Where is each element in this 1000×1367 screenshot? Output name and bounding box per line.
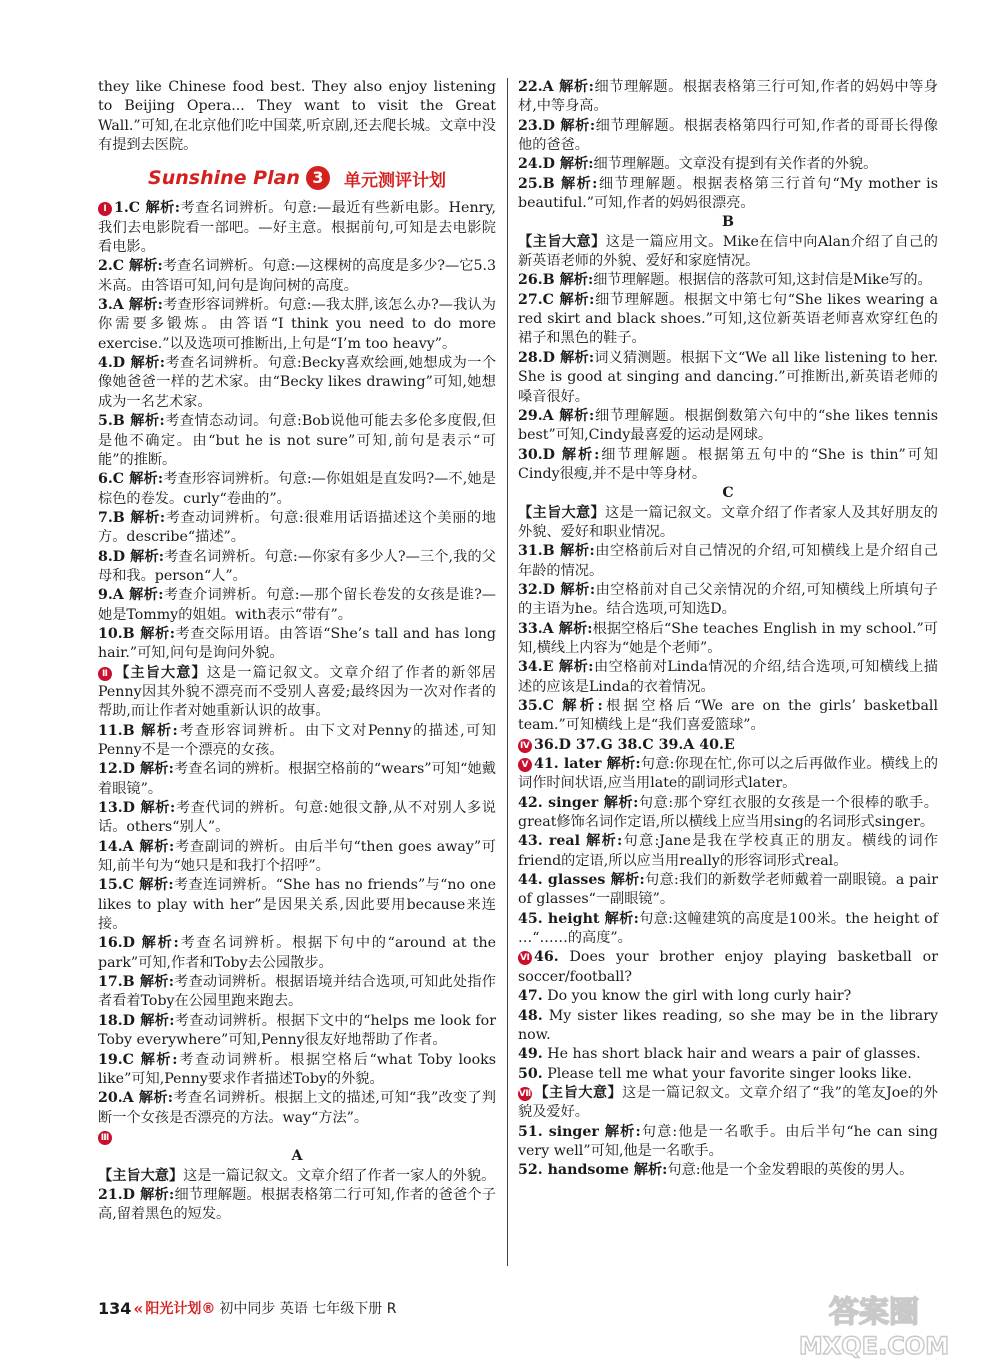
text: they like Chinese food best. They also enjoy listening to Beijing Opera... They want to visit the Great Wall.”可知,在北京他们吃中国菜,听京剧,还去爬长城。文章中没有提到去医院。 <box>98 79 496 154</box>
answer-text: 考查名词的辨析。根据空格前的“wears”可知“她戴着眼镜”。 <box>98 761 496 797</box>
answer-text: 考查动词辨析。根据下文中的“helps me look for Toby everywhere”可知,Penny很友好地帮助了作者。 <box>98 1012 496 1049</box>
answer-label: 8.D 解析: <box>98 548 165 565</box>
left-column <box>98 78 496 1225</box>
answer-text: 考查动词辨析。根据空格后“what Toby looks like”可知,Penny要求作者描述Toby的外貌。 <box>98 1051 496 1087</box>
answer-text: Does your brother enjoy playing basketball or soccer/football? <box>518 949 938 985</box>
answer-label: 34.E 解析: <box>518 659 594 676</box>
answer-label: 25.B 解析: <box>518 175 598 192</box>
answer-item <box>518 155 938 174</box>
answer-item <box>518 910 938 949</box>
answer-text: 由空格前对Linda情况的介绍,结合选项,可知横线上描述的应该是Linda的衣着情况。 <box>518 659 938 695</box>
answer-item <box>98 722 496 761</box>
answer-label: 29.A 解析: <box>518 407 595 424</box>
left-text-0 <box>98 78 496 155</box>
answer-label: 23.D 解析: <box>518 117 596 134</box>
answer-item <box>98 586 496 625</box>
section-marker-icon: Ⅰ <box>98 202 112 216</box>
section-marker-icon: Ⅳ <box>518 739 532 753</box>
answer-item <box>98 876 496 934</box>
answer-label: 4.D 解析: <box>98 355 165 372</box>
answer-item <box>518 620 938 659</box>
page-footer <box>98 1298 396 1318</box>
answer-label: 14.A 解析: <box>98 838 175 855</box>
passage-heading: C <box>722 485 734 502</box>
answer-text: 句意:这幢建筑的高度是100米。the height of …“……的高度”。 <box>518 910 938 947</box>
answer-label: 21.D 解析: <box>98 1186 175 1203</box>
answer-text: 细节理解题。根据第五句中的“She is thin”可知Cindy很瘦,并不是中等身材。 <box>518 446 938 482</box>
answer-text: 细节理解题。根据信的落款可知,这封信是Mike写的。 <box>593 272 932 289</box>
plan-title-cn: 单元测评计划 <box>343 170 446 191</box>
answer-item <box>518 117 938 156</box>
answer-label: 41. later 解析: <box>534 756 641 773</box>
answer-label: 44. glasses 解析: <box>518 872 645 889</box>
answer-item <box>518 78 938 117</box>
answer-text: 考查介词辨析。句意:—那个留长卷发的女孩是谁?—她是Tommy的姐姐。with表示“带有”。 <box>98 587 496 623</box>
answer-label: 1.C 解析: <box>114 200 180 217</box>
answer-text: 细节理解题。根据倒数第六句中的“she likes tennis best”可知,Cindy最喜爱的运动是网球。 <box>518 407 938 444</box>
watermark-bottom: MXQE.COM <box>798 1332 950 1360</box>
answer-label: 6.C 解析: <box>98 471 164 488</box>
answer-text: 由空格前对自己父亲情况的介绍,可知横线上所填句子的主语为he。结合选项,可知选D。 <box>518 581 938 618</box>
answer-item <box>518 1007 938 1046</box>
answer-item <box>98 1167 496 1186</box>
answer-label: 3.A 解析: <box>98 297 163 314</box>
answer-text: 考查名词辨析。根据上文的描述,可知“我”改变了判断一个女孩是否漂亮的方法。way“方法”。 <box>98 1090 496 1126</box>
answer-item <box>518 948 938 987</box>
answer-text: 考查连词辨析。“She has no friends”与“no one likes to play with her”是因果关系,因此要用because来连接。 <box>98 877 496 933</box>
answer-item <box>98 799 496 838</box>
answer-item <box>98 1186 496 1225</box>
section-marker-icon: Ⅴ <box>518 758 532 772</box>
answer-text: Do you know the girl with long curly hair? <box>547 988 852 1005</box>
answer-label: 11.B 解析: <box>98 722 178 739</box>
answer-text: 由空格前后对自己情况的介绍,可知横线上是介绍自己年龄的情况。 <box>518 543 938 579</box>
answer-label: 20.A 解析: <box>98 1090 173 1107</box>
answer-text: 句意:那个穿红衣服的女孩是一个很棒的歌手。great修饰名词作定语,所以横线上应当用sing的名词形式singer。 <box>518 794 938 831</box>
answer-item <box>518 1045 938 1064</box>
answer-label: 【主旨大意】 <box>518 504 605 521</box>
answer-label: 47. <box>518 988 543 1005</box>
answer-item <box>98 470 496 509</box>
answer-item <box>518 542 938 581</box>
answer-item <box>518 349 938 407</box>
answer-item <box>98 664 496 722</box>
answer-label: 【主旨大意】 <box>518 233 606 250</box>
plan-number-badge: 3 <box>306 166 330 190</box>
answer-label: 30.D 解析: <box>518 446 600 463</box>
answer-item <box>518 581 938 620</box>
answer-text: 根据空格后“She teaches English in my school.”可知,横线上内容为“她是个老师”。 <box>518 620 938 656</box>
answer-text: 考查动词辨析。句意:很难用话语描述这个美丽的地方。describe“描述”。 <box>98 509 496 546</box>
answer-label: 31.B 解析: <box>518 543 595 560</box>
answer-item <box>518 987 938 1006</box>
answer-label: 7.B 解析: <box>98 509 166 526</box>
answer-item <box>518 794 938 833</box>
answer-text: 根据空格后“We are on the girls’ basketball team.”可知横线上是“我们喜爱篮球”。 <box>518 698 938 734</box>
answer-text: He has short black hair and wears a pair of glasses. <box>547 1046 921 1063</box>
answer-item <box>518 1123 938 1162</box>
answer-item <box>518 504 938 543</box>
answer-text: 考查名词辨析。句意:—你家有多少人?—三个,我的父母和我。person“人”。 <box>98 548 496 584</box>
answer-label: 9.A 解析: <box>98 587 164 604</box>
answer-label: 42. singer 解析: <box>518 794 639 811</box>
answer-label: 5.B 解析: <box>98 413 165 430</box>
answer-label: 12.D 解析: <box>98 761 174 778</box>
answer-text: 考查情态动词。句意:Bob说他可能去多伦多度假,但是他不确定。由“but he is not sure”可知,前句是表示“可能”的推断。 <box>98 413 497 468</box>
answer-label: 50. <box>518 1065 543 1082</box>
answer-item <box>98 548 496 587</box>
answer-item <box>98 934 496 973</box>
answer-label: 32.D 解析: <box>518 581 596 598</box>
answer-item <box>98 838 496 877</box>
answer-item <box>518 871 938 910</box>
answer-item <box>518 175 938 214</box>
answer-text: 细节理解题。根据表格第三行可知,作者的妈妈中等身材,中等身高。 <box>518 79 938 115</box>
answer-label: 45. height 解析: <box>518 910 639 927</box>
answer-label: 16.D 解析: <box>98 935 179 952</box>
page-number: 134 <box>98 1298 132 1318</box>
answer-text: 36.D 37.G 38.C 39.A 40.E <box>534 736 735 753</box>
answer-text: 句意:你现在忙,你可以之后再做作业。横线上的词作时间状语,应当用late的副词形式later。 <box>518 756 939 792</box>
answer-item <box>518 291 938 349</box>
answer-text: 细节理解题。根据表格第三行首句“My mother is beautiful.”可知,作者的妈妈很漂亮。 <box>518 175 938 212</box>
chevron-left-icon: « <box>133 1298 144 1318</box>
answer-item <box>98 354 496 412</box>
answer-item <box>518 832 938 871</box>
answer-label: 35.C 解析: <box>518 698 603 714</box>
answer-text: 考查交际用语。由答语“She’s tall and has long hair.”可知,问句是询问外貌。 <box>98 625 496 662</box>
answer-item <box>518 697 938 736</box>
answer-label: 48. <box>518 1007 543 1024</box>
answer-item <box>98 412 496 470</box>
brand-name: 阳光计划® <box>145 1301 216 1317</box>
answer-item <box>98 509 496 548</box>
column-divider <box>507 78 508 1266</box>
answer-label: 33.A 解析: <box>518 620 593 637</box>
answer-text: 考查代词的辨析。句意:她很文静,从不对别人多说话。others“别人”。 <box>98 800 496 836</box>
answer-item <box>518 1084 938 1123</box>
answer-text: 考查形容词辨析。由下文对Penny的描述,可知Penny不是一个漂亮的女孩。 <box>98 722 496 758</box>
answer-label: 22.A 解析: <box>518 79 594 95</box>
answer-label: 13.D 解析: <box>98 800 176 817</box>
answer-item <box>518 755 938 794</box>
section-marker-icon: Ⅶ <box>518 1088 532 1099</box>
answer-item <box>98 1089 496 1128</box>
answer-text: 考查形容词辨析。句意:—你姐姐是直发吗?—不,她是棕色的卷发。curly“卷曲的”。 <box>98 471 496 507</box>
answer-text: My sister likes reading, so she may be in the library now. <box>518 1007 938 1043</box>
answer-text: 考查名词辨析。句意:—最近有些新电影。Henry,我们去电影院看一部吧。—好主意。根据前句,可知是去电影院看电影。 <box>98 200 496 256</box>
answer-label: 【主旨大意】 <box>114 664 207 681</box>
answer-label: 51. singer 解析: <box>518 1123 641 1140</box>
answer-text: 这是一篇记叙文。文章介绍了作者家人及其好朋友的外貌、爱好和职业情况。 <box>518 504 938 540</box>
answer-label: 46. <box>534 949 559 966</box>
answer-item <box>518 658 938 697</box>
answer-label: 10.B 解析: <box>98 625 175 642</box>
book-title: 初中同步 英语 七年级下册 R <box>219 1301 397 1317</box>
answer-item <box>98 296 496 354</box>
answer-label: 24.D 解析: <box>518 156 594 173</box>
answer-item <box>518 446 938 485</box>
answer-item <box>518 736 938 755</box>
answer-text: 考查名词辨析。句意:—这棵树的高度是多少?—它5.3米高。由答语可知,问句是询问树的高度。 <box>98 258 497 294</box>
answer-label: 27.C 解析: <box>518 291 595 308</box>
answer-label: 19.C 解析: <box>98 1051 178 1068</box>
answer-text: 句意:我们的新数学老师戴着一副眼镜。a pair of glasses“一副眼镜”。 <box>518 872 938 908</box>
answer-text: 这是一篇应用文。Mike在信中向Alan介绍了自己的新英语老师的外貌、爱好和家庭情况。 <box>518 233 938 270</box>
passage-heading: A <box>291 1148 303 1165</box>
section-marker-icon: Ⅵ <box>518 951 532 965</box>
sunshine-plan-heading <box>98 161 496 195</box>
answer-text: 考查形容词辨析。句意:—我太胖,该怎么办?—我认为你需要多锻炼。由答语“I think you need to do more exercise.”以及选项可推断出,上句是“I’m too heavy”。 <box>98 297 496 352</box>
answer-item <box>98 760 496 799</box>
answer-label: 28.D 解析: <box>518 349 595 366</box>
answer-label: 17.B 解析: <box>98 974 174 991</box>
answer-item <box>98 1051 496 1090</box>
answer-text: 句意:他是一名歌手。由后半句“he can sing very well”可知,他是一名歌手。 <box>518 1123 938 1159</box>
answer-text: 考查副词的辨析。由后半句“then goes away”可知,前半句为“她只是和我打个招呼”。 <box>98 838 496 875</box>
answer-label: 15.C 解析: <box>98 877 174 894</box>
answer-label: 52. handsome 解析: <box>518 1162 668 1179</box>
answer-label: 18.D 解析: <box>98 1012 175 1029</box>
answer-text: 这是一篇记叙文。文章介绍了作者一家人的外貌。 <box>183 1167 496 1184</box>
answer-text: 细节理解题。根据文中第七句“She likes wearing a red skirt and black shoes.”可知,这位新英语老师喜欢穿红色的裙子和黑色的鞋子。 <box>518 291 939 347</box>
answer-text: 词义猜测题。根据下文“We all like listening to her. She is good at singing and dancing.”可推断出,新英语老师的嗓音很好。 <box>518 349 938 405</box>
answer-text: 考查名词辨析。根据下句中的“around at the park”可知,作者和Toby去公园散步。 <box>98 935 496 971</box>
answer-label: 【主旨大意】 <box>98 1167 184 1184</box>
answer-text: 细节理解题。根据表格第四行可知,作者的哥哥长得像他的爸爸。 <box>518 117 938 154</box>
answer-item <box>518 271 938 290</box>
right-column <box>518 78 938 1181</box>
answer-item <box>518 407 938 446</box>
answer-item <box>98 1012 496 1051</box>
answer-label: 43. real 解析: <box>518 833 623 850</box>
answer-label: 49. <box>518 1046 543 1063</box>
answer-text: 句意:他是一个金发碧眼的英俊的男人。 <box>667 1162 914 1179</box>
answer-label: 26.B 解析: <box>518 272 594 289</box>
watermark-top: 答案圈 <box>829 1295 919 1330</box>
answer-text: Please tell me what your favorite singer looks like. <box>547 1065 912 1082</box>
answer-item <box>518 1161 938 1180</box>
answer-item <box>98 625 496 664</box>
section-marker-icon: Ⅱ <box>98 667 112 681</box>
answer-label: 2.C 解析: <box>98 258 163 275</box>
plan-title-en: Sunshine Plan <box>148 167 300 190</box>
answer-text: 考查名词辨析。句意:Becky喜欢绘画,她想成为一个像她爸爸一样的艺术家。由“Becky likes drawing”可知,她想成为一名艺术家。 <box>98 355 497 410</box>
watermark-logo <box>788 1288 960 1360</box>
answer-item <box>98 973 496 1012</box>
answer-text: 细节理解题。文章没有提到有关作者的外貌。 <box>593 156 878 173</box>
passage-heading: B <box>722 214 734 231</box>
section-marker-row <box>98 1128 496 1147</box>
answer-text: 这是一篇记叙文。文章介绍了作者的新邻居Penny因其外貌不漂亮而不受别人喜爱;最终因为一次对作者的帮助,而让作者对她重新认识的故事。 <box>98 664 496 720</box>
answer-item <box>98 257 496 296</box>
answer-item <box>518 233 938 272</box>
section-marker-icon: Ⅲ <box>98 1131 112 1145</box>
answer-text: 细节理解题。根据表格第二行可知,作者的爸爸个子高,留着黑色的短发。 <box>98 1186 496 1223</box>
answer-item <box>98 199 496 257</box>
answer-item <box>518 1065 938 1084</box>
answer-label: 【主旨大意】 <box>534 1084 623 1101</box>
answer-text: 考查动词辨析。根据语境并结合选项,可知此处指作者看着Toby在公园里跑来跑去。 <box>98 974 496 1010</box>
answer-text: 句意:Jane是我在学校真正的朋友。横线的词作friend的定语,所以应当用really的形容词形式real。 <box>518 833 938 869</box>
answer-text: 这是一篇记叙文。文章介绍了“我”的笔友Joe的外貌及爱好。 <box>518 1084 938 1121</box>
